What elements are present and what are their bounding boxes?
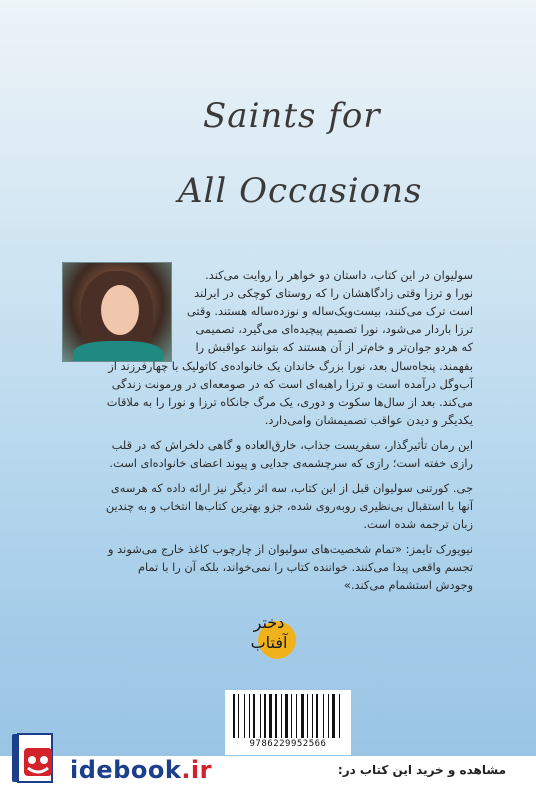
description-line: که هردو جوان‌تر و خام‌تر از آن هستند که بتوانند عواقبش را	[195, 340, 473, 354]
barcode-bar	[269, 694, 272, 738]
book-title-line-2: All Occasions	[178, 171, 423, 211]
barcode-bar	[256, 694, 259, 738]
description-line: وجودش استشمام می‌کند.»	[343, 578, 473, 592]
brand-tld: .ir	[181, 756, 212, 784]
barcode-bar	[339, 694, 340, 738]
description-line: می‌کند. بعد از سال‌ها سکوت و دوری، یک مرگ جانکاه ترزا و نورا را به ملاقات	[106, 395, 473, 409]
barcode-bar	[298, 694, 300, 738]
barcode-bar	[328, 694, 329, 738]
barcode-bar	[301, 694, 304, 738]
barcode-bar	[278, 694, 280, 738]
barcode-bar	[293, 694, 295, 738]
barcode-bar	[283, 694, 284, 738]
barcode-bar	[264, 694, 266, 738]
publisher-name-line-1: دختر	[253, 613, 285, 632]
barcode-bar	[312, 694, 313, 738]
barcode-bar	[291, 694, 292, 738]
barcode-bar	[307, 694, 308, 738]
description-line: آب‌وگل درآمده است و ترزا راهبه‌ای است که در صومعه‌ای در ورمونت زندگی	[111, 377, 473, 391]
barcode-bar	[238, 694, 239, 738]
barcode-bar	[240, 694, 243, 738]
barcode-bar	[260, 694, 261, 738]
description-line: بفهمند. پنجاه‌سال بعد، نورا بزرگ خاندان یک خانواده‌ی کاتولیک با چهارفرزند از	[108, 359, 473, 373]
barcode-bar	[316, 694, 318, 738]
barcode-bar	[323, 694, 324, 738]
description-line: یکدیگر و دیدن عواقب تصمیمشان وامی‌دارد.	[264, 413, 473, 427]
description-line: نیویورک تایمز: «تمام شخصیت‌های سولیوان از چارچوب کاغذ خارج می‌شوند و	[108, 542, 473, 556]
barcode-bar	[251, 694, 252, 738]
description-line: رازی خفته است؛ رازی که سرچشمه‌ی جدایی و پیوند اعضای خانواده‌ای است.	[109, 456, 473, 470]
description-line: نورا و ترزا وقتی زادگاهشان را که روستای کوچکی در ایرلند	[194, 286, 473, 300]
footer-cta-text: مشاهده و خرید این کتاب در:	[337, 763, 506, 777]
barcode-bar	[305, 694, 306, 738]
barcode-bar	[332, 694, 335, 738]
barcode-bar	[275, 694, 277, 738]
description-line: سولیوان در این کتاب، داستان دو خواهر را روایت می‌کند.	[205, 268, 473, 282]
barcode-bar	[233, 694, 235, 738]
description-line: ترزا باردار می‌شود، نورا تصمیم پیچیده‌ای می‌گیرد، تصمیمی	[195, 322, 473, 336]
barcode-bar	[325, 694, 327, 738]
author-photo	[62, 262, 172, 362]
barcode-bar	[273, 694, 274, 738]
barcode-bar	[267, 694, 268, 738]
barcode-bar	[246, 694, 248, 738]
description-line: است ترک می‌کنند، بیست‌ویک‌ساله و نوزده‌ساله هستند. وقتی	[186, 304, 473, 318]
barcode-bar	[330, 694, 331, 738]
publisher-name-line-2: آفتاب	[250, 633, 288, 652]
barcode	[225, 690, 351, 755]
brand-main: idebook	[70, 756, 182, 784]
description-line: آنها با استقبال بی‌نظیری روبه‌روی شده، جزو بهترین کتاب‌ها انتخاب و به چندین	[105, 499, 473, 513]
barcode-bar	[336, 694, 338, 738]
barcode-bar	[253, 694, 255, 738]
book-icon	[6, 730, 76, 790]
barcode-bar	[236, 694, 237, 738]
description-line: زبان ترجمه شده است.	[363, 517, 473, 531]
barcode-bar	[281, 694, 282, 738]
description-line: این رمان تأثیرگذار، سفریست جذاب، خارق‌العاده و گاهی دلخراش که در قلب	[111, 438, 473, 452]
barcode-bar	[249, 694, 250, 738]
barcode-bar	[314, 694, 315, 738]
barcode-bars	[233, 694, 343, 738]
book-title-line-1: Saints for	[203, 96, 381, 136]
brand-logo[interactable]	[70, 756, 212, 784]
barcode-bar	[309, 694, 311, 738]
barcode-bar	[244, 694, 245, 738]
description-line: تجسم واقعی پیدا می‌کنند. خواننده کتاب را نمی‌خواند، بلکه آن را با تمام	[137, 560, 473, 574]
barcode-bar	[285, 694, 288, 738]
barcode-bar	[289, 694, 290, 738]
barcode-bar	[262, 694, 263, 738]
description-line: جی. کورتنی سولیوان قبل از این کتاب، سه اثر دیگر نیز ارائه داده که هرسه‌ی	[110, 481, 473, 495]
barcode-bar	[296, 694, 297, 738]
barcode-bar	[341, 694, 342, 738]
barcode-bar	[319, 694, 322, 738]
isbn-number: 9786229952566	[249, 739, 327, 749]
publisher-logo	[237, 610, 301, 662]
